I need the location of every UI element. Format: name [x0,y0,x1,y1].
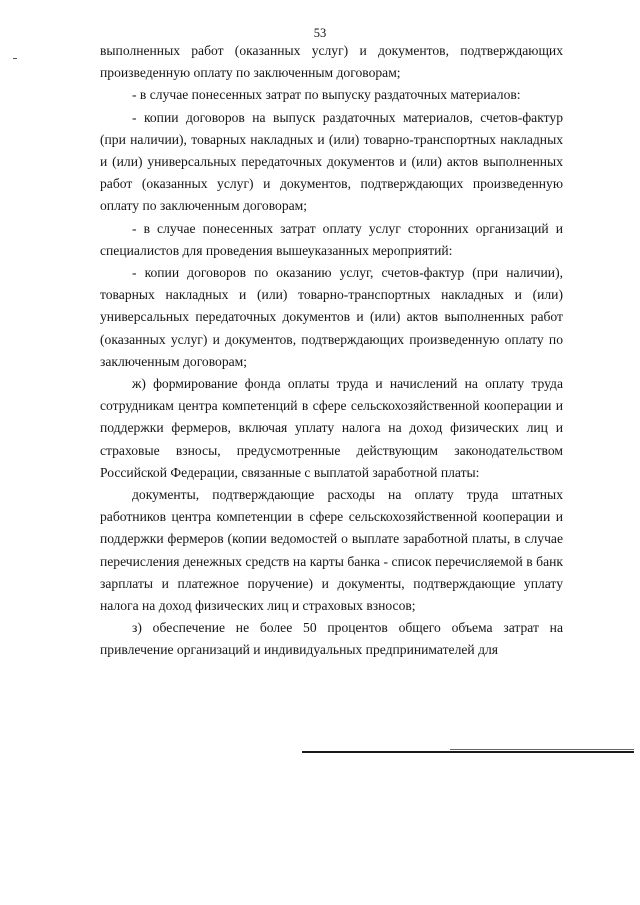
paragraph-payroll-documents: документы, подтверждающие расходы на оплату труда штатных работников центра компетенции в сфере сельскохозяйственной кооперации и поддержки фермеров (копии ведомостей о выплате заработной платы, в случае перечисления денежных средств на карты банка - список перечисляемой в банк зарплаты и платежное поручение) и документы, подтверждающие уплату налога на доход физических лиц и страховых взносов; [100,487,563,614]
paragraph-handout-documents: - копии договоров на выпуск раздаточных материалов, счетов-фактур (при наличии), товарных накладных и (или) товарно-транспортных накладных и (или) универсальных передаточных документов и (или) актов выполненных работ (оказанных услуг) и документов, подтверждающих произведенную оплату по заключенным договорам; [100,109,563,214]
page-number: 53 [313,26,327,40]
paragraph-item-z: з) обеспечение не более 50 процентов общего объема затрат на привлечение организаций и индивидуальных предпринимателей для [100,620,563,658]
footer-rule-thin [450,749,634,750]
paragraph-item-zh: ж) формирование фонда оплаты труда и начислений на оплату труда сотрудникам центра компетенций в сфере сельскохозяйственной кооперации и поддержки фермеров, включая уплату налога на доход физических лиц и страховые взносы, предусмотренные действующим законодательством Российской Федерации, связанные с выплатой заработной платы: [100,376,563,480]
paragraph-third-party-documents: - копии договоров по оказанию услуг, счетов-фактур (при наличии), товарных накладных и (или) товарно-транспортных накладных и (или) универсальных передаточных документов и (или) актов выполненных работ (оказанных услуг) и документов, подтверждающих произведенную оплату по заключенным договорам; [100,265,563,369]
document-body [100,40,563,662]
scan-edge-mark [13,58,17,59]
paragraph-third-party-case: - в случае понесенных затрат оплату услуг сторонних организаций и специалистов для проведения вышеуказанных мероприятий: [100,220,563,258]
paragraph-continuation: выполненных работ (оказанных услуг) и документов, подтверждающих произведенную оплату по заключенным договорам; [100,43,563,81]
paragraph-handout-case: - в случае понесенных затрат по выпуску раздаточных материалов: [132,87,521,103]
footer-rule [302,751,634,753]
